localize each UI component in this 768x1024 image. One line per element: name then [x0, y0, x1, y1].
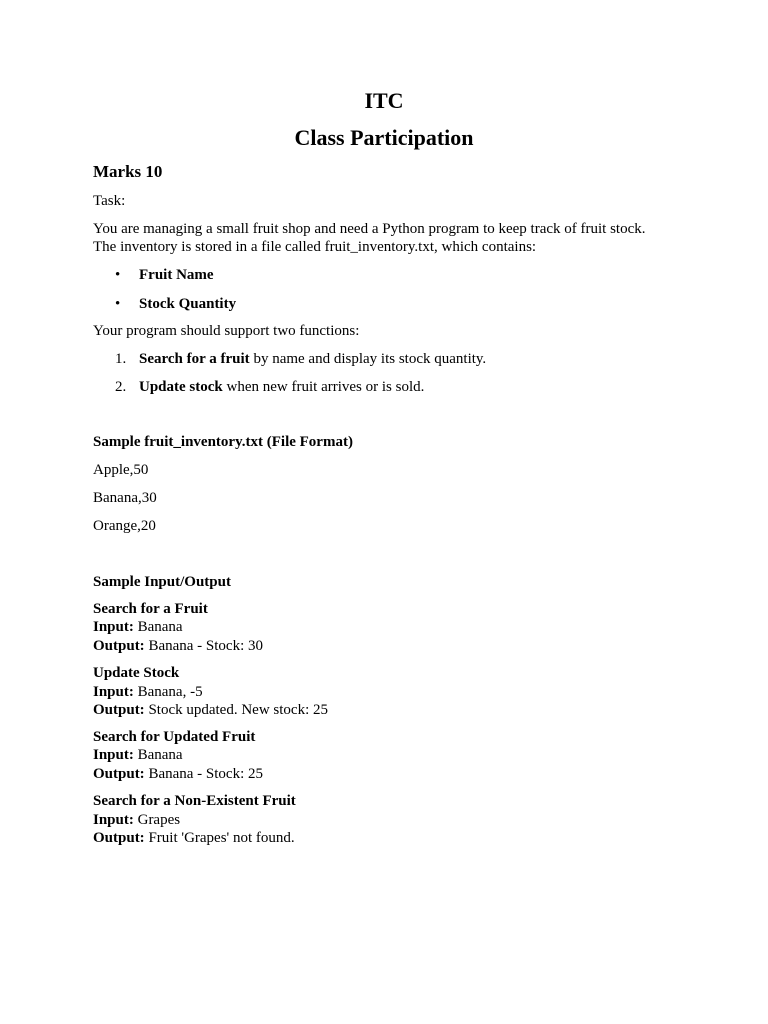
io-block-heading: Update Stock	[93, 665, 180, 681]
function-item-bold: Update stock	[139, 379, 223, 395]
function-item-search	[139, 350, 486, 368]
task-label: Task:	[93, 193, 126, 209]
input-label: Input:	[93, 747, 134, 763]
functions-intro: Your program should support two functions:	[93, 323, 360, 339]
input-label: Input:	[93, 619, 134, 635]
list-number: 1.	[115, 351, 127, 367]
function-item-bold: Search for a fruit	[139, 351, 250, 367]
input-value: Grapes	[133, 812, 181, 828]
bullet-icon: •	[115, 267, 121, 283]
file-line: Banana,30	[93, 490, 157, 506]
io-input-line	[93, 618, 183, 636]
io-heading: Sample Input/Output	[93, 574, 231, 590]
io-output-line	[93, 701, 328, 719]
output-label: Output:	[93, 638, 145, 654]
io-input-line	[93, 683, 203, 701]
io-input-line	[93, 811, 180, 829]
output-label: Output:	[93, 830, 145, 846]
intro-line-2: The inventory is stored in a file called fruit_inventory.txt, which contains:	[93, 239, 537, 255]
function-item-update	[139, 378, 424, 396]
input-value: Banana	[133, 747, 183, 763]
page-title: ITC	[364, 88, 404, 113]
io-output-line	[93, 637, 263, 655]
file-format-heading: Sample fruit_inventory.txt (File Format)	[93, 434, 353, 450]
input-label: Input:	[93, 684, 134, 700]
io-input-line	[93, 746, 183, 764]
function-item-rest: when new fruit arrives or is sold.	[222, 379, 425, 395]
output-label: Output:	[93, 702, 145, 718]
function-item-rest: by name and display its stock quantity.	[249, 351, 487, 367]
list-item-stock-quantity: Stock Quantity	[139, 296, 237, 312]
io-block-heading: Search for Updated Fruit	[93, 729, 256, 745]
page-subtitle: Class Participation	[294, 125, 474, 150]
input-value: Banana, -5	[133, 684, 203, 700]
output-value: Banana - Stock: 30	[144, 638, 263, 654]
io-output-line	[93, 765, 263, 783]
io-block-heading: Search for a Non-Existent Fruit	[93, 793, 296, 809]
marks-heading: Marks 10	[93, 162, 163, 181]
file-line: Orange,20	[93, 518, 156, 534]
output-label: Output:	[93, 766, 145, 782]
input-label: Input:	[93, 812, 134, 828]
io-output-line	[93, 829, 295, 847]
bullet-icon: •	[115, 296, 121, 312]
intro-line-1: You are managing a small fruit shop and need a Python program to keep track of fruit stock.	[93, 221, 646, 237]
output-value: Stock updated. New stock: 25	[144, 702, 328, 718]
list-number: 2.	[115, 379, 127, 395]
file-line: Apple,50	[93, 462, 149, 478]
input-value: Banana	[133, 619, 183, 635]
io-block-heading: Search for a Fruit	[93, 601, 208, 617]
list-item-fruit-name: Fruit Name	[139, 267, 214, 283]
output-value: Banana - Stock: 25	[144, 766, 263, 782]
output-value: Fruit 'Grapes' not found.	[144, 830, 295, 846]
